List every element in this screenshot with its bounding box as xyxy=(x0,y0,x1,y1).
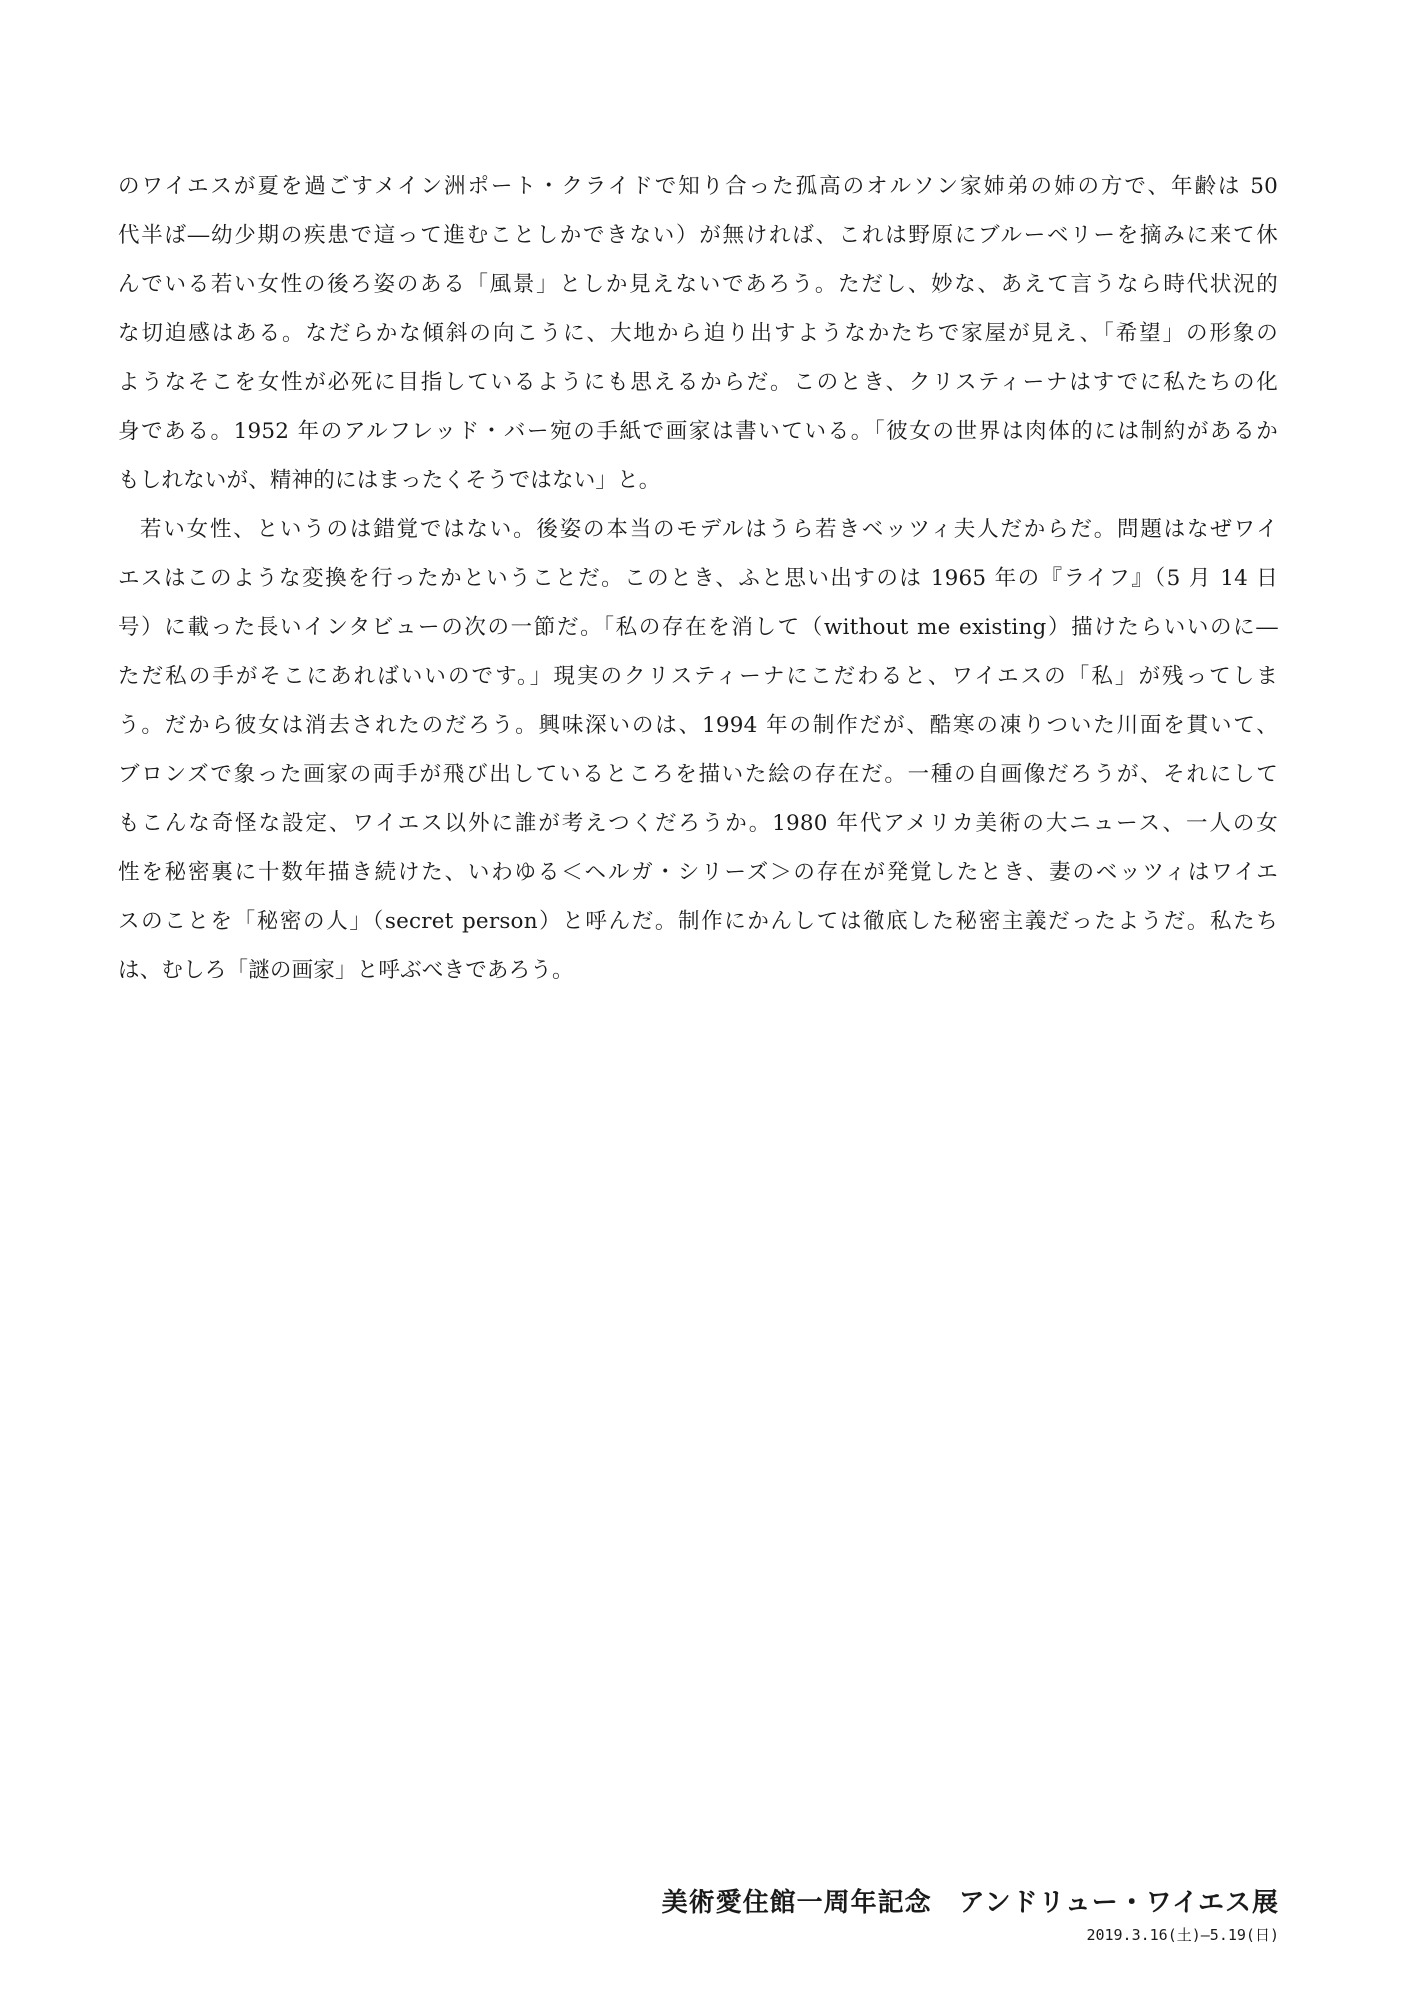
text-line: スのことを「秘密の人」（secret person）と呼んだ。制作にかんしては徹底した秘密主義だったようだ。私たち xyxy=(118,909,1278,934)
text-line: 若い女性、というのは錯覚ではない。後姿の本当のモデルはうら若きベッツィ夫人だからだ。問題はなぜワイ xyxy=(140,517,1278,542)
text-line: もこんな奇怪な設定、ワイエス以外に誰が考えつくだろうか。1980 年代アメリカ美術の大ニュース、一人の女 xyxy=(118,811,1278,836)
text-line: のワイエスが夏を過ごすメイン洲ポート・クライドで知り合った孤高のオルソン家姉弟の姉の方で、年齢は 50 xyxy=(118,174,1278,199)
exhibition-title: 美術愛住館一周年記念 アンドリュー・ワイエス展 xyxy=(661,1888,1279,1918)
exhibition-dates: 2019.3.16(土)―5.19(日) xyxy=(1086,1926,1279,1944)
text-line: 号）に載った長いインタビューの次の一節だ。「私の存在を消して（without me existing）描けたらいいのに― xyxy=(118,615,1278,640)
text-line: な切迫感はある。なだらかな傾斜の向こうに、大地から迫り出すようなかたちで家屋が見え、「希望」の形象の xyxy=(118,321,1278,346)
text-line: エスはこのような変換を行ったかということだ。このとき、ふと思い出すのは 1965 年の『ライフ』（5 月 14 日 xyxy=(118,566,1278,591)
text-line: は、むしろ「謎の画家」と呼ぶべきであろう。 xyxy=(118,958,574,983)
text-line: 代半ば―幼少期の疾患で這って進むことしかできない）が無ければ、これは野原にブルーベリーを摘みに来て休 xyxy=(118,223,1278,248)
text-line: ブロンズで象った画家の両手が飛び出しているところを描いた絵の存在だ。一種の自画像だろうが、それにして xyxy=(118,762,1278,787)
text-line: う。だから彼女は消去されたのだろう。興味深いのは、1994 年の制作だが、酷寒の凍りついた川面を貫いて、 xyxy=(118,713,1278,738)
text-line: 性を秘密裏に十数年描き続けた、いわゆる＜ヘルガ・シリーズ＞の存在が発覚したとき、妻のベッツィはワイエ xyxy=(118,860,1278,885)
essay-body xyxy=(118,162,1278,995)
text-line: もしれないが、精神的にはまったくそうではない」と。 xyxy=(118,468,661,493)
text-line: んでいる若い女性の後ろ姿のある「風景」としか見えないであろう。ただし、妙な、あえて言うなら時代状況的 xyxy=(118,272,1278,297)
text-line: ただ私の手がそこにあればいいのです。」現実のクリスティーナにこだわると、ワイエスの「私」が残ってしま xyxy=(118,664,1278,689)
exhibition-footer xyxy=(662,1883,1279,1947)
paragraph-2 xyxy=(118,505,1278,995)
text-line: ようなそこを女性が必死に目指しているようにも思えるからだ。このとき、クリスティーナはすでに私たちの化 xyxy=(118,370,1278,395)
paragraph-1 xyxy=(118,162,1278,505)
text-line: 身である。1952 年のアルフレッド・バー宛の手紙で画家は書いている。「彼女の世界は肉体的には制約があるか xyxy=(118,419,1278,444)
